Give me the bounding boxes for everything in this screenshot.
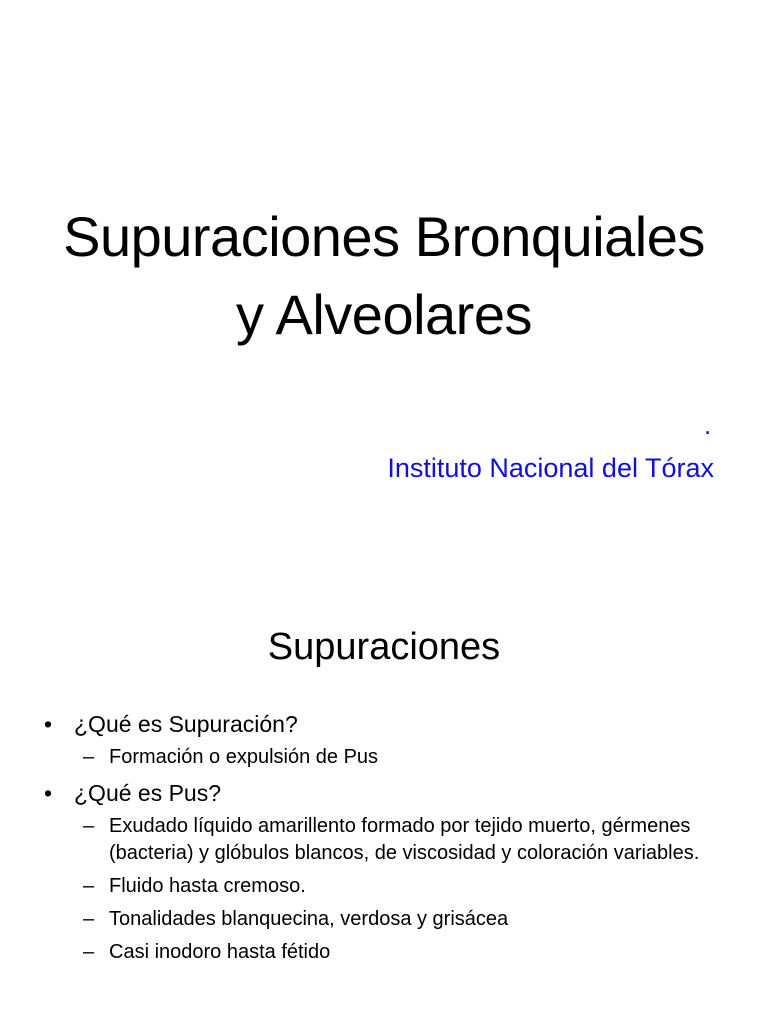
institution-subtitle: Instituto Nacional del Tórax: [387, 453, 714, 483]
subtitle-dot: .: [704, 410, 712, 440]
slide-title-line-2: y Alveolares: [236, 283, 532, 346]
sub-bullet-item: – Formación o expulsión de Pus: [0, 744, 768, 771]
slide-title-line-1: Supuraciones Bronquiales: [63, 205, 705, 268]
slide-title: [0, 198, 768, 354]
sub-list-container: [0, 744, 768, 771]
bullet-item: • ¿Qué es Supuración?: [0, 708, 768, 740]
sub-bullet-item: – Tonalidades blanquecina, verdosa y grisácea: [0, 906, 768, 933]
sub-list-container: [0, 813, 768, 966]
content-slide: [0, 576, 768, 1024]
sub-bullet-item: – Fluido hasta cremoso.: [0, 873, 768, 900]
bullet-item: • ¿Qué es Pus?: [0, 777, 768, 809]
bullet-list: [0, 708, 768, 972]
content-slide-title: Supuraciones: [267, 626, 501, 668]
sub-bullet-list: [0, 813, 768, 966]
sub-bullet-item: – Casi inodoro hasta fétido: [0, 939, 768, 966]
sub-bullet-list: [0, 744, 768, 771]
sub-bullet-item: – Exudado líquido amarillento formado por tejido muerto, gérmenes (bacteria) y glóbulos blancos, de viscosidad y coloración variables.: [0, 813, 768, 867]
